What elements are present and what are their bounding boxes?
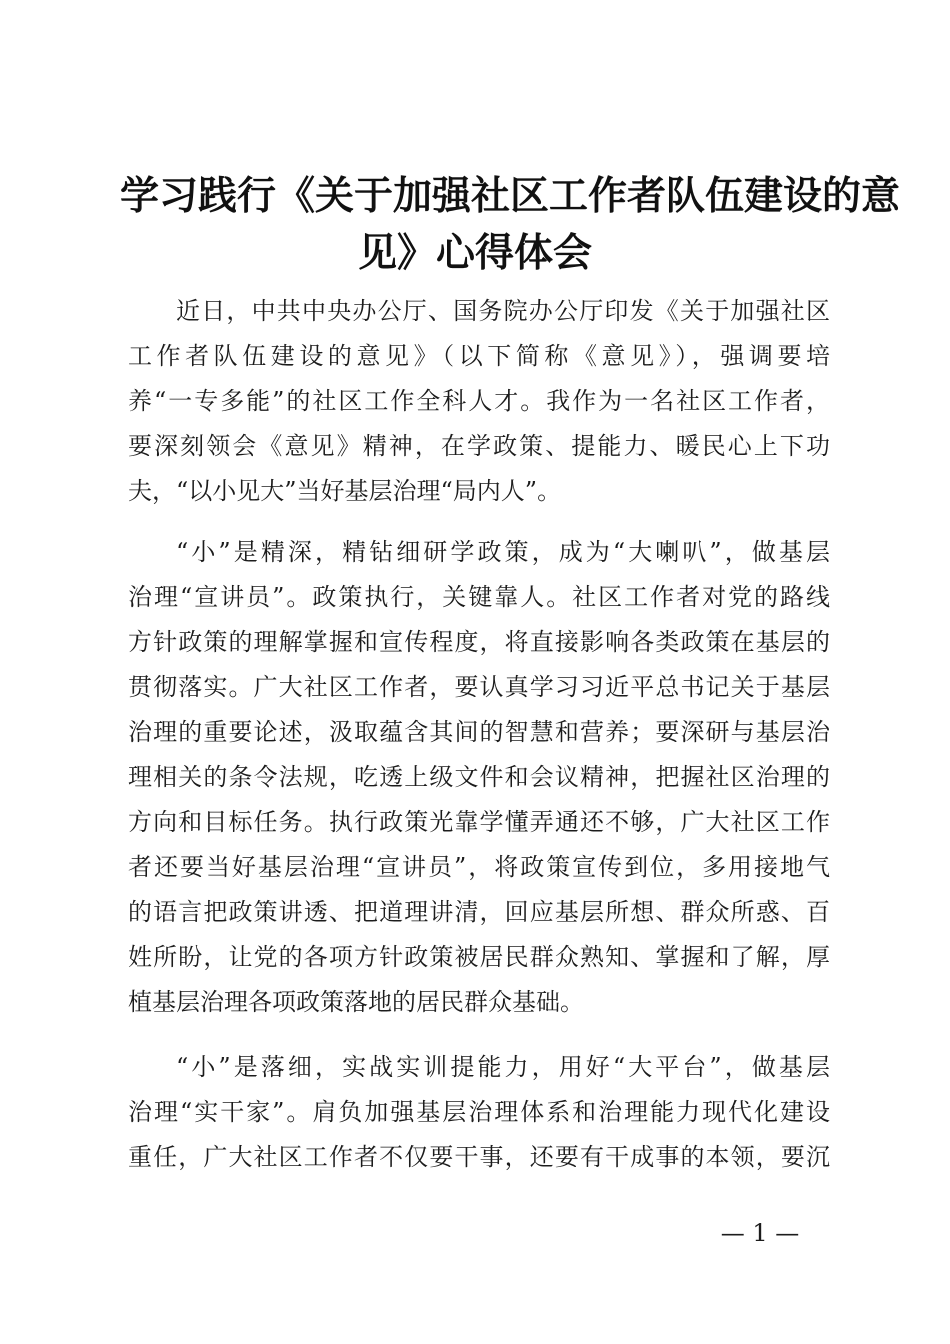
paragraph-intro: [128, 289, 830, 514]
text-line: 的语言把政策讲透、把道理讲清，回应基层所想、群众所惑、百: [128, 898, 830, 926]
text-line: “小”是精深，精钻细研学政策，成为“大喇叭”，做基层: [176, 538, 830, 566]
text-line: 理相关的条令法规，吃透上级文件和会议精神，把握社区治理的: [128, 763, 830, 791]
text-line: 治理的重要论述，汲取蕴含其间的智慧和营养；要深研与基层治: [128, 718, 830, 746]
text-line: 植基层治理各项政策落地的居民群众基础。: [128, 988, 584, 1016]
title-line: 学习践行《关于加强社区工作者队伍建设的意: [120, 173, 901, 219]
text-line: 治理“宣讲员”。政策执行，关键靠人。社区工作者对党的路线: [128, 583, 830, 611]
text-line: 要深刻领会《意见》精神，在学政策、提能力、暖民心上下功: [128, 432, 830, 460]
text-line: 方针政策的理解掌握和宣传程度，将直接影响各类政策在基层的: [128, 628, 830, 656]
text-line: 方向和目标任务。执行政策光靠学懂弄通还不够，广大社区工作: [128, 808, 830, 836]
text-line: 重任，广大社区工作者不仅要干事，还要有干成事的本领，要沉: [128, 1143, 830, 1171]
text-line: 夫，“以小见大”当好基层治理“局内人”。: [128, 477, 562, 505]
document-title: [120, 168, 901, 282]
text-line: 姓所盼，让党的各项方针政策被居民群众熟知、掌握和了解，厚: [128, 943, 830, 971]
text-line: 治理“实干家”。肩负加强基层治理体系和治理能力现代化建设: [128, 1098, 830, 1126]
text-line: 者还要当好基层治理“宣讲员”，将政策宣传到位，多用接地气: [128, 853, 830, 881]
text-line: “小”是落细，实战实训提能力，用好“大平台”，做基层: [176, 1053, 830, 1081]
paragraph-policy: [128, 530, 830, 1025]
text-line: 近日，中共中央办公厅、国务院办公厅印发《关于加强社区: [176, 297, 830, 325]
paragraph-practice: [128, 1045, 830, 1180]
title-line: 见》心得体会: [357, 230, 592, 276]
text-line: 养“一专多能”的社区工作全科人才。我作为一名社区工作者，: [128, 387, 830, 415]
page-number: — 1 —: [720, 1219, 800, 1247]
text-line: 工作者队伍建设的意见》（以下简称《意见》），强调要培: [128, 342, 830, 370]
text-line: 贯彻落实。广大社区工作者，要认真学习习近平总书记关于基层: [128, 673, 830, 701]
